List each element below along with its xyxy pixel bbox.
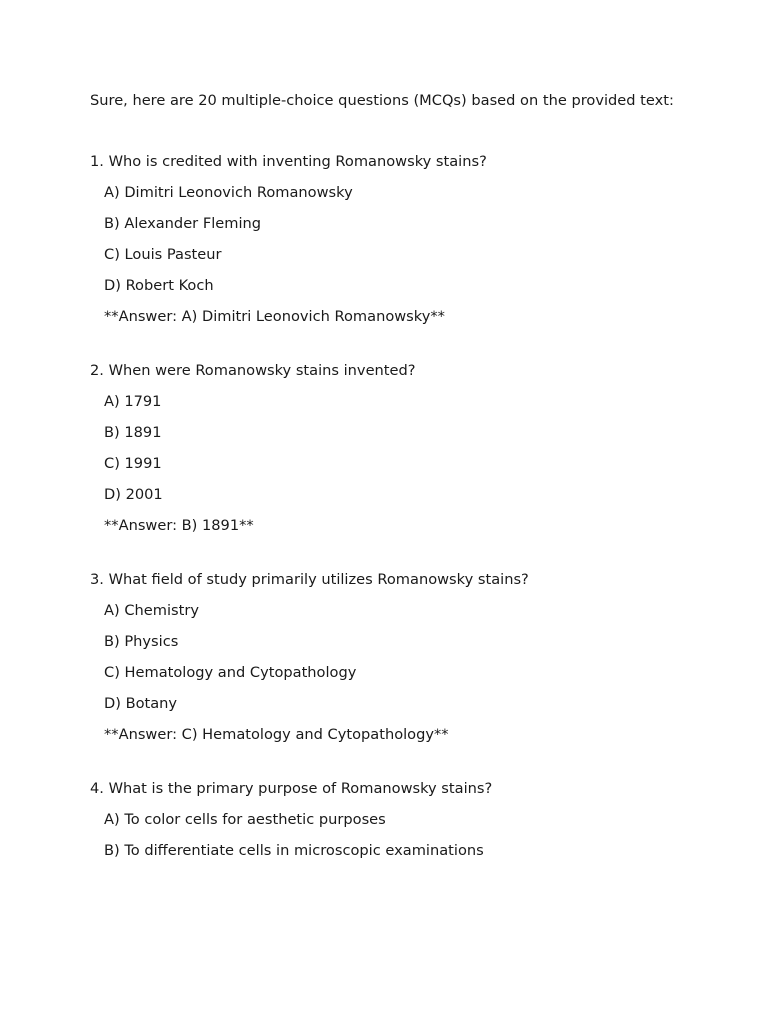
option-d: D) 2001 [104, 486, 163, 503]
question-block [90, 360, 690, 537]
answer-text: **Answer: C) Hematology and Cytopathology** [104, 726, 449, 743]
answer-text: **Answer: B) 1891** [104, 517, 254, 534]
document-page [90, 90, 690, 862]
option-a: A) To color cells for aesthetic purposes [104, 811, 386, 828]
answer-text: **Answer: A) Dimitri Leonovich Romanowsky** [104, 308, 445, 325]
option-c: C) Louis Pasteur [104, 246, 222, 263]
question-text: 4. What is the primary purpose of Romanowsky stains? [90, 780, 493, 797]
option-a: A) Dimitri Leonovich Romanowsky [104, 184, 353, 201]
option-a: A) 1791 [104, 393, 162, 410]
option-b: B) To differentiate cells in microscopic examinations [104, 842, 484, 859]
intro-text: Sure, here are 20 multiple-choice questions (MCQs) based on the provided text: [90, 92, 674, 109]
question-block [90, 569, 690, 746]
option-b: B) Alexander Fleming [104, 215, 262, 232]
option-d: D) Botany [104, 695, 178, 712]
option-d: D) Robert Koch [104, 277, 214, 294]
question-text: 3. What field of study primarily utilizes Romanowsky stains? [90, 571, 529, 588]
option-c: C) 1991 [104, 455, 162, 472]
question-block [90, 778, 690, 862]
question-block [90, 151, 690, 328]
question-text: 1. Who is credited with inventing Romanowsky stains? [90, 153, 487, 170]
question-text: 2. When were Romanowsky stains invented? [90, 362, 416, 379]
option-b: B) Physics [104, 633, 179, 650]
option-b: B) 1891 [104, 424, 162, 441]
option-a: A) Chemistry [104, 602, 199, 619]
option-c: C) Hematology and Cytopathology [104, 664, 357, 681]
